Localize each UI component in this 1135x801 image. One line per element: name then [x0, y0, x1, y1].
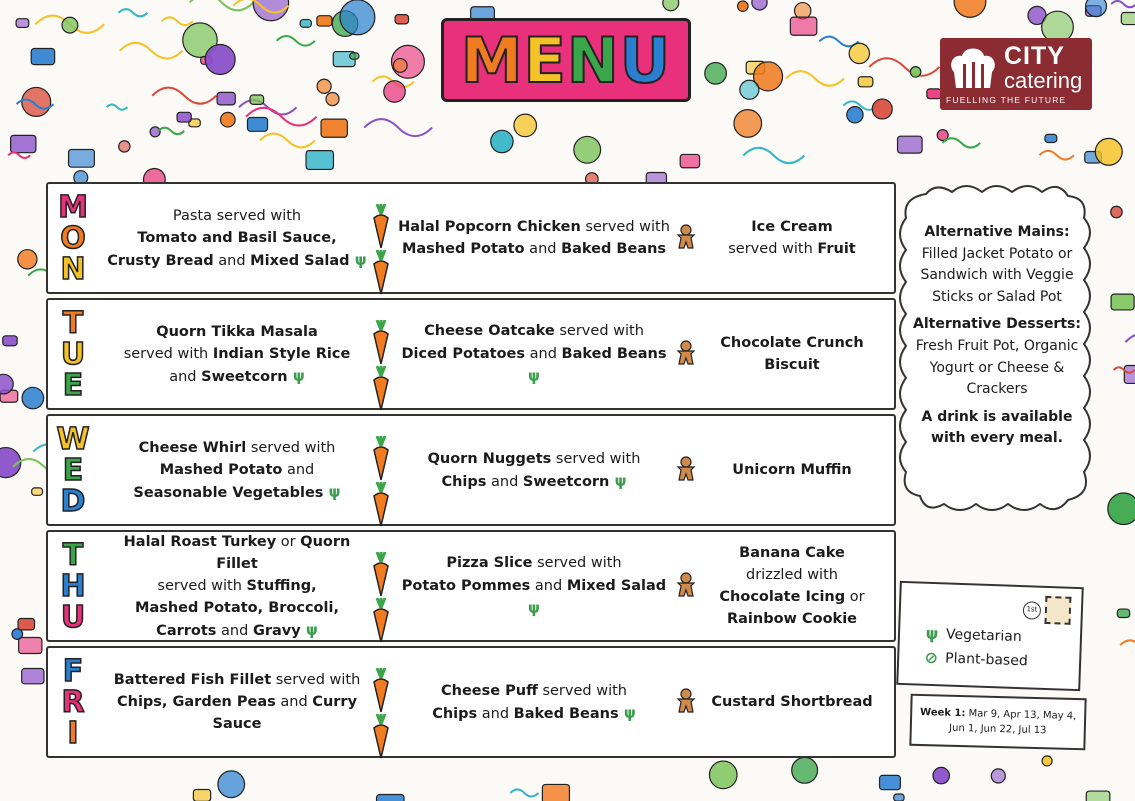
doodle-shape	[1045, 134, 1057, 142]
menu-title-letter: N	[566, 23, 620, 97]
day-row-tue	[46, 298, 896, 410]
dish-connector: and	[524, 241, 562, 257]
day-letter: U	[60, 599, 86, 635]
doodle-shape	[849, 43, 869, 63]
doodle-shape	[1086, 791, 1110, 801]
doodle-squiggle	[152, 88, 216, 104]
day-letter: T	[62, 305, 84, 341]
doodle-shape	[18, 250, 37, 269]
dish-connector: and	[486, 473, 523, 490]
main-dish	[102, 531, 372, 642]
second-dish	[432, 680, 636, 725]
logo-name-line1: CITY	[1004, 41, 1065, 70]
dish-name: Baked Beans	[513, 705, 619, 722]
doodle-shape	[1095, 138, 1122, 165]
doodle-shape	[792, 757, 818, 783]
dish-name: Fruit	[817, 241, 856, 257]
dish-connector: and	[216, 622, 253, 639]
dish-name: Chips	[432, 705, 478, 722]
legend-plant-based	[923, 648, 1028, 671]
dish-connector: and	[213, 252, 251, 269]
doodle-shape	[217, 92, 235, 105]
doodle-shape	[898, 136, 923, 153]
day-label	[52, 300, 94, 408]
day-label	[52, 532, 94, 640]
doodle-shape	[1108, 493, 1135, 525]
logo-name-line2: catering	[1004, 67, 1083, 93]
carrot-icon	[370, 204, 392, 254]
doodle-shape	[317, 16, 332, 26]
doodle-shape	[22, 669, 44, 684]
legend-vegetarian	[924, 624, 1022, 646]
week-label: Week 1:	[919, 706, 966, 720]
dish-connector: drizzled with	[746, 567, 838, 583]
doodle-shape	[1042, 756, 1052, 766]
carrot-icon	[370, 714, 392, 764]
day-row-fri	[46, 646, 896, 758]
doodle-shape	[340, 0, 375, 35]
doodle-squiggle	[819, 37, 858, 47]
doodle-shape	[858, 77, 873, 87]
day-letter: O	[60, 220, 86, 256]
alt-mains-heading: Alternative Mains:	[924, 224, 1070, 240]
dish-name: Unicorn Muffin	[732, 462, 852, 478]
doodle-shape	[954, 0, 986, 17]
dish-connector: served with	[554, 323, 644, 339]
vegetarian-icon: ψ	[618, 703, 636, 722]
dish-connector: served with	[157, 577, 247, 594]
menu-title-banner	[441, 18, 691, 102]
doodle-shape	[991, 769, 1005, 783]
dish-name: Quorn Tikka Masala	[156, 323, 318, 340]
doodle-shape	[1111, 294, 1134, 310]
dish-name: Mashed Potato	[159, 461, 283, 478]
dish-name: Sweetcorn	[201, 368, 288, 385]
dish-name: Seasonable Vegetables	[133, 484, 324, 501]
vegetarian-icon: ψ	[528, 599, 540, 617]
dish-name: Cheese Puff	[441, 682, 538, 699]
vegetarian-icon: ψ	[609, 471, 627, 490]
doodle-shape	[321, 119, 347, 137]
doodle-shape	[150, 127, 160, 137]
doodle-shape	[250, 95, 264, 104]
dish-name: Quorn Fillet	[216, 533, 351, 572]
day-letter: E	[62, 367, 84, 403]
dish-connector: and	[275, 694, 313, 710]
doodle-shape	[1124, 365, 1135, 383]
doodle-shape	[205, 44, 235, 74]
dish-name: Battered Fish Fillet	[113, 672, 272, 688]
carrot-icon	[370, 436, 392, 486]
dish-name: Pizza Slice	[446, 555, 533, 571]
doodle-shape	[1111, 206, 1123, 218]
doodle-squiggle	[190, 0, 254, 10]
doodle-shape	[880, 775, 901, 789]
vegetarian-icon: ψ	[300, 620, 318, 639]
dish-name: Mashed Potato, Broccoli,	[135, 599, 339, 616]
dish-name: Tomato and Basil Sauce,	[137, 229, 337, 246]
carrot-icon	[370, 320, 392, 370]
doodle-shape	[0, 374, 13, 394]
first-badge: 1st	[1023, 601, 1042, 620]
dish-name: Baked Beans	[561, 346, 667, 362]
gingerbread-icon	[673, 688, 699, 718]
dish-connector: or	[276, 533, 301, 550]
doodle-squiggle	[1039, 151, 1074, 160]
dish-name: Crusty Bread	[107, 252, 214, 269]
menu-title-letter: U	[619, 23, 672, 97]
carrot-icon	[370, 482, 392, 532]
dish-name: Gravy	[252, 622, 301, 639]
doodle-shape	[872, 99, 892, 119]
logo-tagline: FUELLING THE FUTURE	[946, 94, 1067, 105]
dish-name: Cheese Whirl	[138, 439, 247, 456]
alt-desserts-heading: Alternative Desserts:	[913, 316, 1081, 333]
doodle-shape	[752, 0, 767, 10]
gingerbread-icon	[673, 340, 699, 370]
doodle-shape	[19, 638, 42, 654]
doodle-shape	[306, 151, 333, 170]
main-dish	[124, 321, 351, 388]
vegetarian-icon: ψ	[323, 482, 341, 501]
dish-connector: served with	[551, 450, 641, 467]
carrot-icon	[370, 668, 392, 718]
doodle-shape	[326, 93, 339, 106]
dish-connector: Pasta served with	[172, 207, 302, 224]
doodle-shape	[193, 789, 210, 801]
gingerbread-icon	[673, 224, 699, 254]
doodle-squiggle	[1111, 1, 1135, 7]
dessert	[732, 459, 851, 481]
vegetarian-icon: ψ	[925, 623, 939, 644]
doodle-shape	[663, 0, 679, 11]
day-letter: R	[61, 684, 85, 720]
day-letter: D	[60, 483, 86, 519]
doodle-squiggle	[107, 105, 128, 110]
dish-connector: and	[169, 368, 202, 385]
doodle-shape	[1086, 0, 1107, 17]
day-row-thu	[46, 530, 896, 642]
doodle-squiggle	[1125, 333, 1135, 350]
doodle-shape	[16, 19, 29, 28]
dish-name: Indian Style Rice	[212, 345, 351, 362]
second-dish	[398, 320, 670, 388]
dish-name: Ice Cream	[751, 219, 833, 235]
second-dish	[398, 552, 670, 620]
doodle-shape	[927, 89, 941, 99]
doodle-squiggle	[942, 138, 980, 147]
day-letter: E	[62, 452, 84, 488]
dish-connector: served with	[532, 555, 622, 571]
doodle-shape	[680, 154, 699, 167]
dish-connector: served with	[580, 219, 670, 235]
doodle-shape	[384, 81, 405, 102]
gingerbread-icon	[673, 456, 699, 486]
dish-connector: and	[282, 461, 315, 478]
dish-connector: served with	[537, 682, 627, 699]
second-dish	[428, 448, 641, 493]
plant-based-icon: ⊘	[924, 647, 939, 668]
doodle-shape	[62, 17, 78, 33]
doodle-shape	[22, 87, 51, 116]
doodle-shape	[395, 15, 408, 24]
doodle-shape	[350, 53, 359, 59]
doodle-shape	[740, 80, 759, 99]
dish-name: Rainbow Cookie	[726, 611, 858, 627]
doodle-shape	[790, 17, 816, 35]
menu-title-letter: M	[460, 23, 524, 97]
doodle-shape	[11, 135, 36, 152]
vegetarian-icon: ψ	[349, 250, 367, 269]
doodle-shape	[1121, 13, 1135, 25]
doodle-squiggle	[786, 71, 844, 86]
day-row-mon	[46, 182, 896, 294]
doodle-squiggle	[277, 36, 315, 46]
doodle-shape	[317, 79, 331, 93]
doodle-shape	[847, 107, 863, 123]
dish-name: Baked Beans	[561, 241, 667, 257]
doodle-squiggle	[120, 43, 183, 59]
dish-name: Potato Pommes	[401, 578, 531, 594]
stamp-icon	[1044, 596, 1071, 625]
doodle-shape	[894, 794, 904, 801]
legend-vegetarian-label: Vegetarian	[945, 625, 1023, 645]
doodle-shape	[491, 130, 513, 152]
doodle-shape	[377, 795, 404, 801]
day-letter: M	[58, 189, 88, 225]
dish-connector: served with	[123, 345, 213, 362]
day-label	[52, 416, 94, 524]
day-letter: I	[67, 715, 79, 751]
dish-connector: and	[525, 346, 562, 362]
dessert	[711, 691, 872, 713]
dish-connector: or	[845, 589, 865, 605]
week-card	[909, 694, 1086, 751]
main-dish	[133, 437, 340, 504]
carrot-icon	[370, 552, 392, 602]
doodle-shape	[32, 488, 43, 495]
second-dish	[398, 216, 670, 260]
doodle-shape	[734, 110, 762, 138]
dessert	[696, 332, 888, 376]
doodle-shape	[119, 141, 130, 152]
legend-plant-based-label: Plant-based	[944, 649, 1029, 669]
doodle-squiggle	[119, 9, 148, 16]
dish-name: Chocolate Crunch Biscuit	[720, 335, 864, 373]
doodle-shape	[31, 49, 54, 65]
day-letter: U	[60, 336, 86, 372]
doodle-shape	[1117, 609, 1129, 617]
dessert	[728, 216, 855, 260]
doodle-shape	[542, 784, 569, 801]
dish-name: Banana Cake	[739, 545, 845, 561]
dish-name: Chips	[441, 473, 487, 490]
doodle-shape	[514, 114, 537, 137]
alt-desserts-text: Fresh Fruit Pot, Organic Yogurt or Cheese & Crackers	[915, 337, 1079, 398]
dish-name: Halal Popcorn Chicken	[398, 219, 581, 235]
doodle-shape	[3, 336, 17, 346]
day-letter: W	[56, 421, 90, 457]
dish-name: Mashed Potato	[401, 241, 525, 257]
doodle-shape	[705, 62, 727, 84]
menu-title	[461, 24, 671, 97]
week-dates: Mar 9, Apr 13, May 4, Jun 1, Jun 22, Jul 13	[948, 708, 1077, 737]
dish-connector: served with	[728, 241, 818, 257]
carrot-icon	[370, 598, 392, 648]
dish-name: Mixed Salad	[250, 252, 350, 269]
doodle-shape	[221, 112, 236, 127]
doodle-shape	[69, 149, 95, 167]
dish-connector: served with	[271, 672, 361, 688]
doodle-shape	[574, 136, 601, 163]
dish-name: Chips, Garden Peas	[116, 694, 276, 710]
dish-connector: served with	[246, 439, 336, 456]
doodle-shape	[933, 767, 949, 783]
doodle-shape	[22, 387, 44, 409]
dish-connector: and	[477, 705, 514, 722]
dish-name: Stuffing,	[246, 577, 317, 594]
main-dish	[102, 669, 372, 735]
alternatives-panel	[912, 222, 1082, 456]
dish-name: Curry Sauce	[212, 694, 358, 732]
doodle-shape	[709, 761, 737, 789]
doodle-squiggle	[364, 119, 432, 136]
doodle-squiggle	[510, 789, 538, 796]
dish-name: Diced Potatoes	[401, 346, 526, 362]
day-label	[52, 648, 94, 756]
dish-name: Chocolate Icing	[719, 589, 846, 605]
doodle-squiggle	[1120, 640, 1135, 650]
doodle-shape	[177, 112, 191, 122]
alt-mains-text: Filled Jacket Potato or Sandwich with Veggie Sticks or Salad Pot	[920, 245, 1074, 305]
main-dish	[107, 205, 366, 272]
dish-name: Cheese Oatcake	[424, 323, 555, 339]
menu-title-letter: E	[523, 23, 567, 97]
doodle-shape	[738, 1, 748, 11]
doodle-shape	[18, 619, 35, 630]
dessert	[719, 542, 864, 630]
dish-name: Carrots	[156, 622, 217, 639]
doodle-shape	[910, 67, 921, 78]
dish-name: Mixed Salad	[566, 578, 667, 594]
doodle-shape	[393, 59, 407, 73]
doodle-squiggle	[162, 17, 193, 25]
dish-name: Quorn Nuggets	[427, 450, 552, 467]
dish-name: Sweetcorn	[522, 473, 610, 490]
doodle-squiggle	[8, 153, 30, 158]
day-letter: T	[62, 537, 84, 573]
doodle-shape	[300, 20, 311, 28]
city-catering-logo	[940, 38, 1092, 110]
dish-connector: and	[530, 578, 567, 594]
doodle-squiggle	[869, 58, 939, 76]
doodle-squiggle	[743, 148, 804, 163]
doodle-shape	[794, 3, 810, 19]
carrot-icon	[370, 250, 392, 300]
doodle-shape	[218, 771, 245, 798]
day-letter: F	[62, 653, 84, 689]
gingerbread-icon	[673, 572, 699, 602]
legend-card	[896, 581, 1084, 691]
dish-name: Halal Roast Turkey	[123, 533, 277, 550]
drink-note: A drink is available with every meal.	[921, 408, 1073, 447]
day-label	[52, 184, 94, 292]
day-letter: N	[60, 251, 86, 287]
carrot-icon	[370, 366, 392, 416]
doodle-shape	[247, 117, 267, 131]
doodle-squiggle	[260, 134, 315, 148]
vegetarian-icon: ψ	[528, 367, 540, 385]
doodle-squiggle	[158, 128, 184, 135]
day-row-wed	[46, 414, 896, 526]
day-letter: H	[60, 568, 86, 604]
vegetarian-icon: ψ	[287, 366, 305, 385]
dish-name: Custard Shortbread	[711, 694, 873, 710]
